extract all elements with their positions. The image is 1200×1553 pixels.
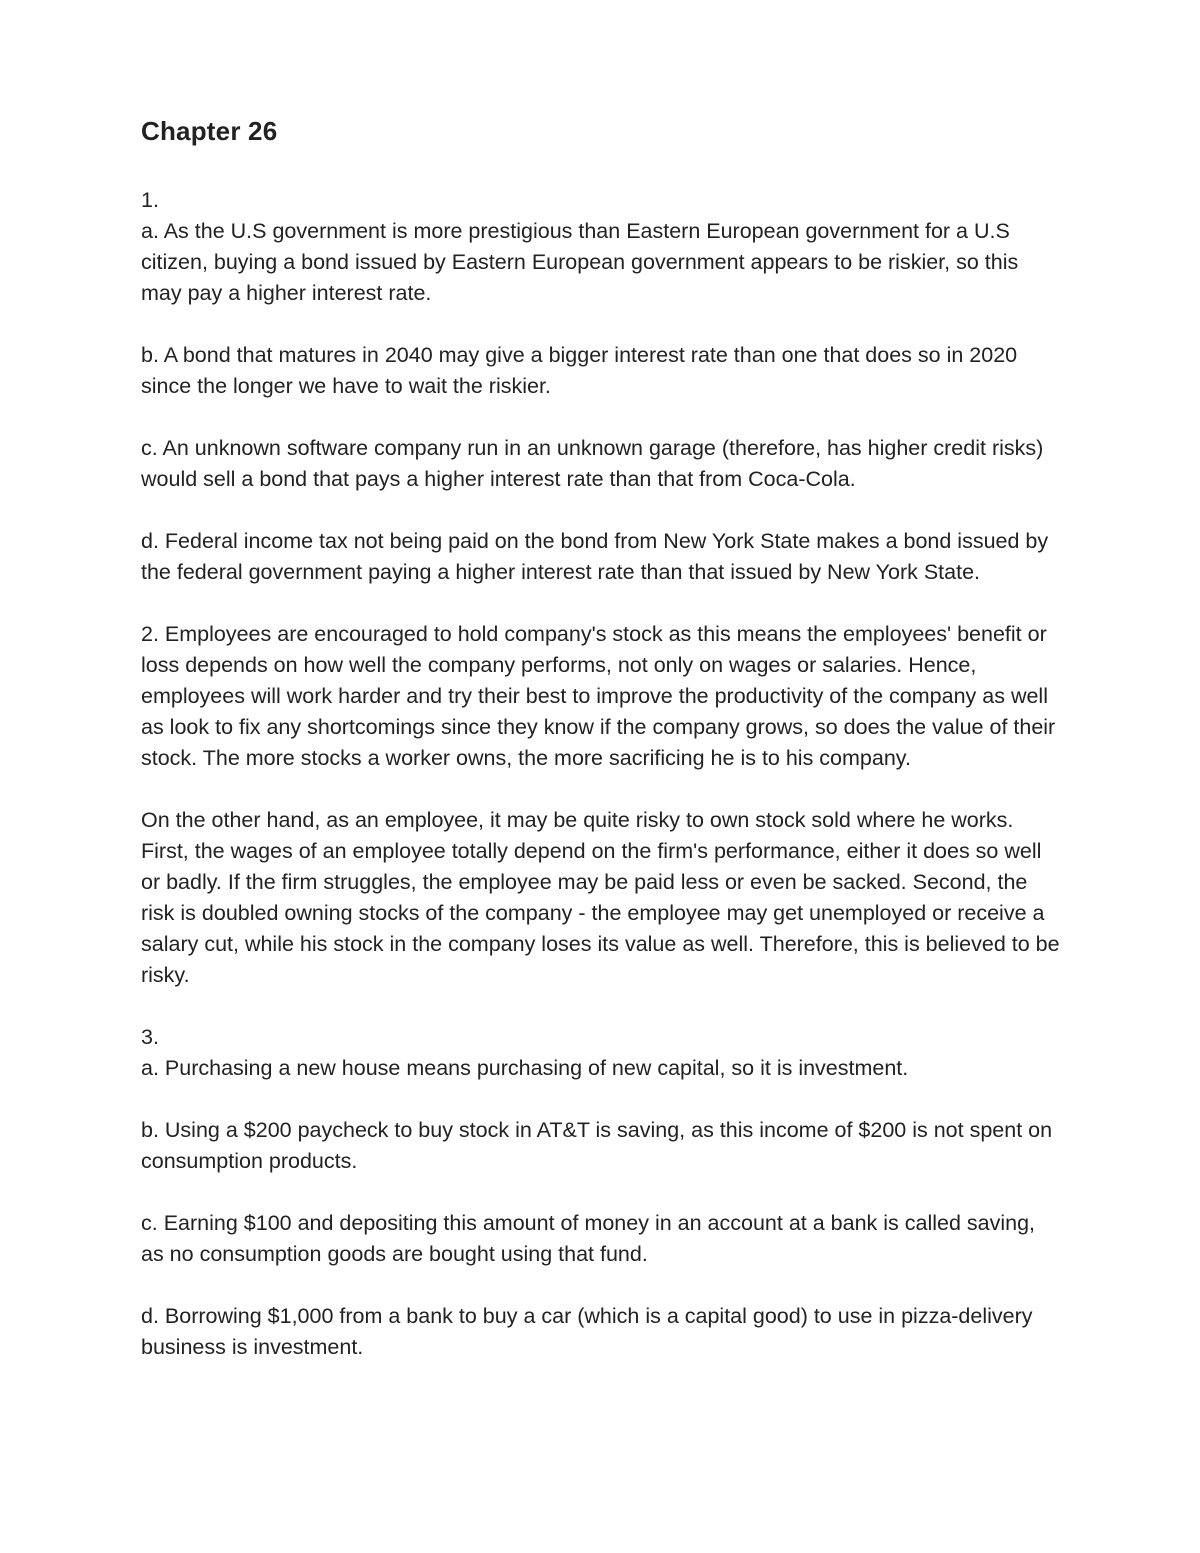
answer-3c: c. Earning $100 and depositing this amount of money in an account at a bank is called saving, as no consumption goods are bought using that fund. bbox=[141, 1211, 1036, 1266]
answer-1b: b. A bond that matures in 2040 may give a bigger interest rate than one that does so in 2020 since the longer we have to wait the riskier. bbox=[141, 343, 1018, 398]
answer-3a: a. Purchasing a new house means purchasing of new capital, so it is investment. bbox=[141, 1056, 909, 1080]
chapter-title: Chapter 26 bbox=[141, 116, 278, 146]
question-1-number: 1. bbox=[141, 188, 159, 212]
answer-2-paragraph-1: 2. Employees are encouraged to hold company's stock as this means the employees' benefit or loss depends on how well the company performs, not only on wages or salaries. Hence, employees will work harder and try their best to improve the productivity of the company as well as look to fix any shortcomings since they know if the company grows, so does the value of their stock. The more stocks a worker owns, the more sacrificing he is to his company. bbox=[141, 622, 1056, 770]
question-3 bbox=[141, 1022, 1061, 1084]
answer-1c: c. An unknown software company run in an unknown garage (therefore, has higher credit risks) would sell a bond that pays a higher interest rate than that from Coca-Cola. bbox=[141, 436, 1044, 491]
answer-3b: b. Using a $200 paycheck to buy stock in AT&T is saving, as this income of $200 is not spent on consumption products. bbox=[141, 1118, 1053, 1173]
question-3-number: 3. bbox=[141, 1025, 159, 1049]
answer-3d: d. Borrowing $1,000 from a bank to buy a car (which is a capital good) to use in pizza-delivery business is investment. bbox=[141, 1304, 1033, 1359]
question-1 bbox=[141, 185, 1061, 309]
answer-2-paragraph-2: On the other hand, as an employee, it may be quite risky to own stock sold where he works. First, the wages of an employee totally depend on the firm's performance, either it does so well or badly. If the firm struggles, the employee may be paid less or even be sacked. Second, the risk is doubled owning stocks of the company - the employee may get unemployed or receive a salary cut, while his stock in the company loses its value as well. Therefore, this is believed to be risky. bbox=[141, 808, 1060, 987]
answer-1a: a. As the U.S government is more prestigious than Eastern European government for a U.S citizen, buying a bond issued by Eastern European government appears to be riskier, so this may pay a higher interest rate. bbox=[141, 219, 1019, 305]
document-page bbox=[141, 110, 1061, 1394]
answer-1d: d. Federal income tax not being paid on the bond from New York State makes a bond issued by the federal government paying a higher interest rate than that issued by New York State. bbox=[141, 529, 1049, 584]
